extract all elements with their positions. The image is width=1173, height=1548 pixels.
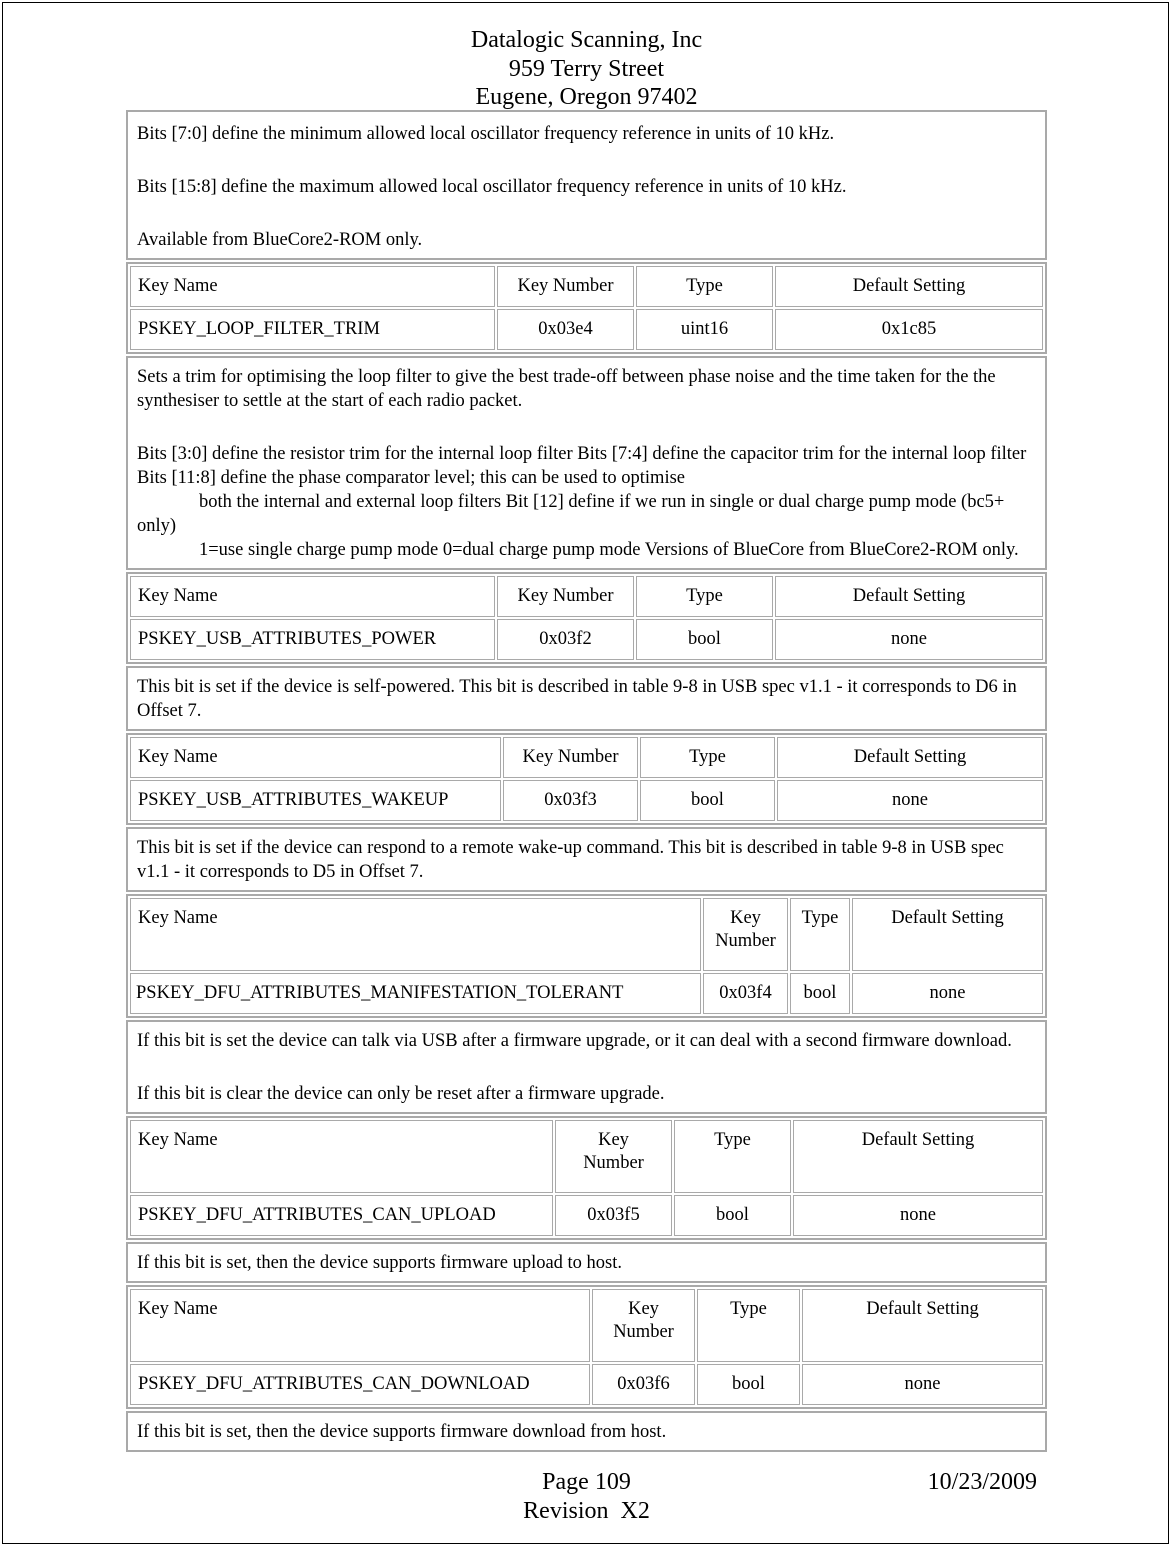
description-text: This bit is set if the device is self-powered. This bit is described in table 9-8 in USB spec v1.1 - it corresponds to D6 in Offset 7.	[137, 677, 1017, 721]
description-box	[126, 666, 1047, 731]
key-type: bool	[697, 1364, 800, 1405]
key-name: PSKEY_LOOP_FILTER_TRIM	[130, 309, 495, 350]
header-key-name: Key Name	[130, 1120, 553, 1193]
key-name: PSKEY_DFU_ATTRIBUTES_CAN_UPLOAD	[130, 1195, 553, 1236]
header-key-name: Key Name	[130, 737, 501, 778]
revision: Revision X2	[523, 1497, 650, 1524]
header-key-number: Key Number	[503, 737, 638, 778]
description-box	[126, 827, 1047, 892]
key-default: none	[777, 780, 1043, 821]
description-box	[126, 110, 1047, 260]
header-key-name: Key Name	[130, 576, 495, 617]
header-key-number: Key Number	[555, 1120, 672, 1193]
key-number: 0x03f3	[503, 780, 638, 821]
key-table-row	[130, 1364, 1043, 1405]
header-type: Type	[636, 576, 773, 617]
header-type: Type	[790, 898, 850, 971]
key-table-row	[130, 973, 1043, 1014]
key-table-header	[130, 576, 1043, 617]
header-default-setting: Default Setting	[852, 898, 1043, 971]
key-table-header	[130, 1289, 1043, 1362]
key-type: uint16	[636, 309, 773, 350]
description-text	[137, 442, 1036, 562]
key-name: PSKEY_USB_ATTRIBUTES_POWER	[130, 619, 495, 660]
header-default-setting: Default Setting	[775, 576, 1043, 617]
header-type: Type	[636, 266, 773, 307]
description-line: both the internal and external loop filters Bit [12] define if we run in single or dual charge pump mode (bc5+ only)	[137, 492, 1005, 536]
header-type: Type	[640, 737, 775, 778]
header-default-setting: Default Setting	[802, 1289, 1043, 1362]
key-table	[126, 1116, 1047, 1240]
key-number: 0x03f4	[703, 973, 788, 1014]
key-name: PSKEY_DFU_ATTRIBUTES_MANIFESTATION_TOLERANT	[130, 973, 701, 1014]
header-default-setting: Default Setting	[775, 266, 1043, 307]
key-table	[126, 262, 1047, 354]
key-number: 0x03f5	[555, 1195, 672, 1236]
key-default: none	[802, 1364, 1043, 1405]
key-number: 0x03f2	[497, 619, 634, 660]
description-line: Bits [3:0] define the resistor trim for the internal loop filter Bits [7:4] define the capacitor trim for the internal loop filter Bits [11:8] define the phase comparator level; this can be used to optimise	[137, 444, 1027, 488]
company-street: 959 Terry Street	[508, 55, 665, 82]
company-city: Eugene, Oregon 97402	[475, 84, 698, 110]
description-text: Bits [7:0] define the minimum allowed local oscillator frequency reference in units of 10 kHz.	[137, 124, 835, 144]
key-table-row	[130, 619, 1043, 660]
description-box	[126, 1411, 1047, 1452]
header-key-number: Key Number	[703, 898, 788, 971]
header-key-number: Key Number	[497, 576, 634, 617]
key-default: none	[852, 973, 1043, 1014]
key-default: none	[775, 619, 1043, 660]
key-table	[126, 1285, 1047, 1409]
page-number: Page 109	[542, 1469, 631, 1495]
key-table-header	[130, 737, 1043, 778]
key-type: bool	[674, 1195, 791, 1236]
description-box	[126, 1020, 1047, 1114]
document-header	[0, 26, 1173, 112]
key-type: bool	[640, 780, 775, 821]
key-number: 0x03e4	[497, 309, 634, 350]
pskey-content	[126, 110, 1047, 1454]
key-number: 0x03f6	[592, 1364, 695, 1405]
key-table-header	[130, 898, 1043, 971]
description-text: If this bit is set, then the device supports firmware upload to host.	[137, 1253, 623, 1273]
header-default-setting: Default Setting	[793, 1120, 1043, 1193]
key-default: none	[793, 1195, 1043, 1236]
description-text: This bit is set if the device can respond to a remote wake-up command. This bit is described in table 9-8 in USB spec v1.1 - it corresponds to D5 in Offset 7.	[137, 838, 1004, 882]
key-type: bool	[636, 619, 773, 660]
key-name: PSKEY_USB_ATTRIBUTES_WAKEUP	[130, 780, 501, 821]
description-text: Sets a trim for optimising the loop filter to give the best trade-off between phase noise and the time taken for the the synthesiser to settle at the start of each radio packet.	[137, 367, 996, 411]
key-table-header	[130, 1120, 1043, 1193]
description-text: If this bit is set, then the device supports firmware download from host.	[137, 1422, 667, 1442]
header-key-name: Key Name	[130, 1289, 590, 1362]
description-box	[126, 356, 1047, 570]
key-table	[126, 894, 1047, 1018]
header-key-name: Key Name	[130, 266, 495, 307]
key-table-row	[130, 780, 1043, 821]
description-text: Available from BlueCore2-ROM only.	[137, 230, 423, 250]
description-text: If this bit is set the device can talk via USB after a firmware upgrade, or it can deal with a second firmware download.	[137, 1031, 1012, 1051]
key-table-row	[130, 1195, 1043, 1236]
key-table-row	[130, 309, 1043, 350]
description-text: If this bit is clear the device can only be reset after a firmware upgrade.	[137, 1084, 665, 1104]
description-line: 1=use single charge pump mode 0=dual charge pump mode Versions of BlueCore from BlueCore2-ROM only.	[199, 540, 1019, 560]
company-name: Datalogic Scanning, Inc	[470, 27, 703, 53]
key-table	[126, 572, 1047, 664]
key-table-header	[130, 266, 1043, 307]
description-text: Bits [15:8] define the maximum allowed local oscillator frequency reference in units of 10 kHz.	[137, 177, 847, 197]
description-box	[126, 1242, 1047, 1283]
header-type: Type	[697, 1289, 800, 1362]
document-date: 10/23/2009	[927, 1469, 1037, 1495]
header-default-setting: Default Setting	[777, 737, 1043, 778]
key-name: PSKEY_DFU_ATTRIBUTES_CAN_DOWNLOAD	[130, 1364, 590, 1405]
header-key-name: Key Name	[130, 898, 701, 971]
header-key-number: Key Number	[592, 1289, 695, 1362]
key-default: 0x1c85	[775, 309, 1043, 350]
header-key-number: Key Number	[497, 266, 634, 307]
key-type: bool	[790, 973, 850, 1014]
header-type: Type	[674, 1120, 791, 1193]
key-table	[126, 733, 1047, 825]
